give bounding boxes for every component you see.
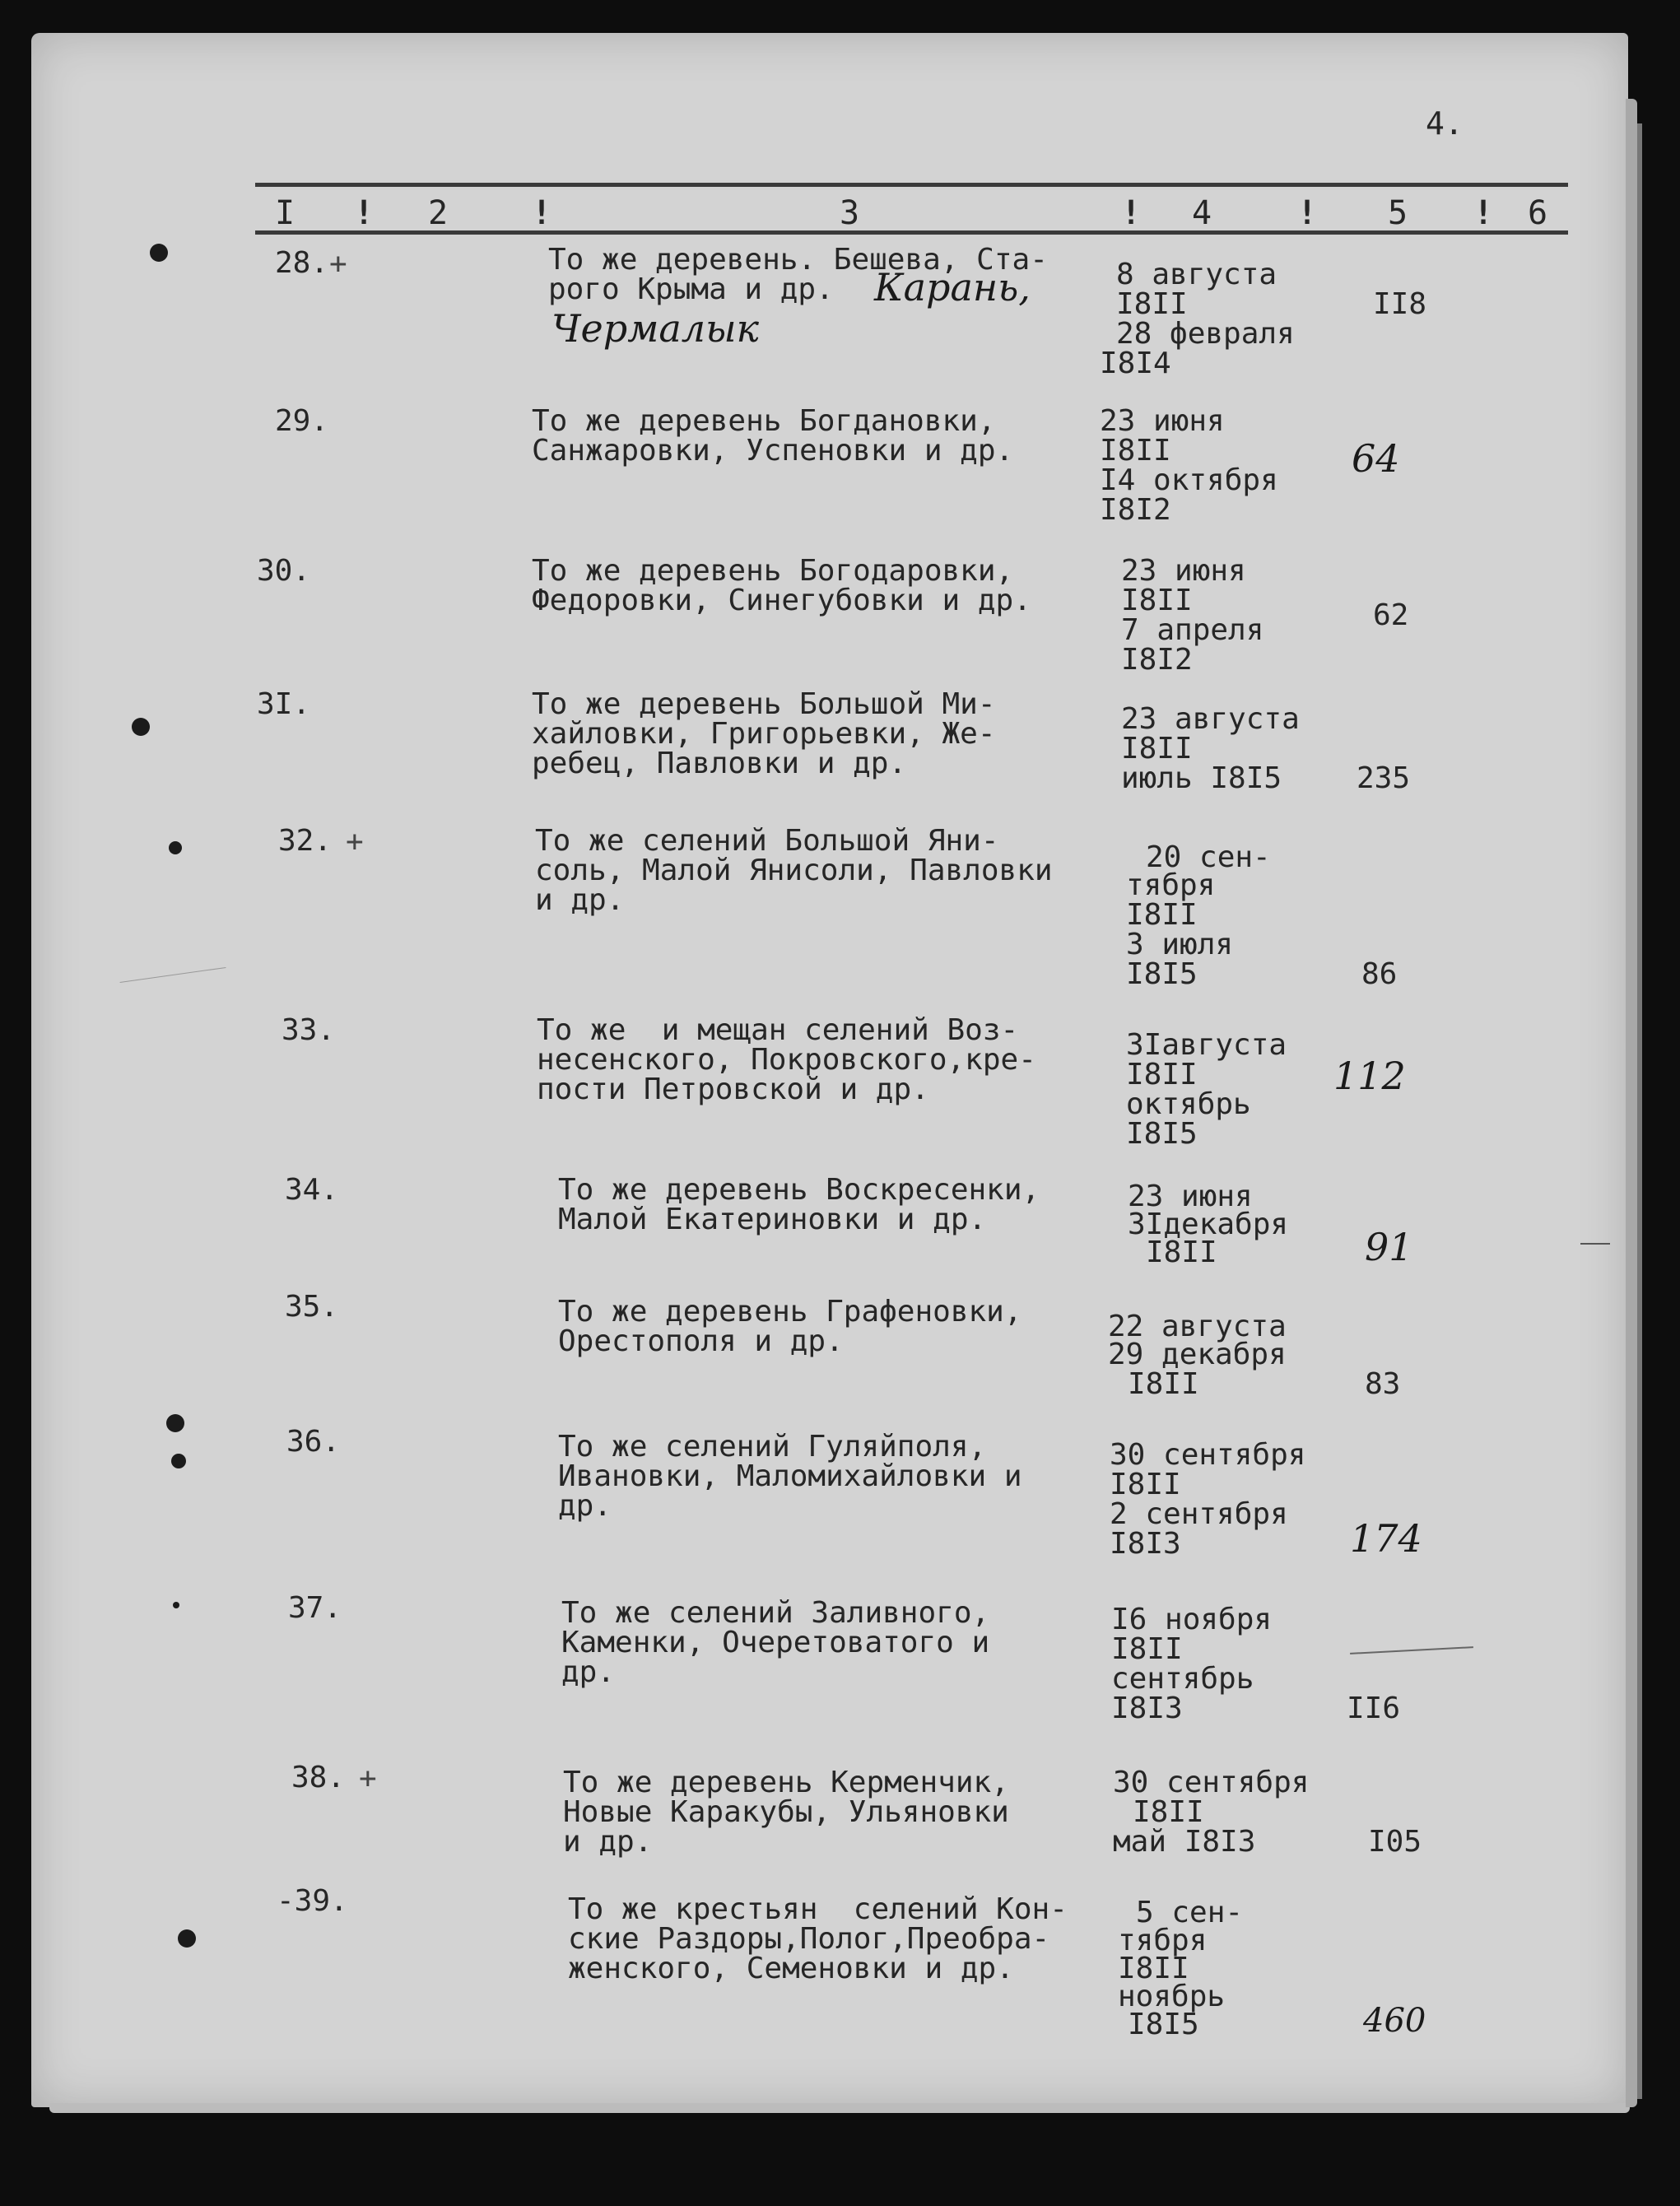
row-number: 3I. xyxy=(257,687,311,721)
row-date: 8 августа xyxy=(1116,258,1277,291)
row-description: То же крестьян селений Кон- xyxy=(568,1892,1068,1926)
row-description: пости Петровской и др. xyxy=(537,1073,929,1106)
row-date: I8I5 xyxy=(1126,1117,1198,1151)
row-description: Каменки, Очеретоватого и xyxy=(561,1626,990,1659)
row-date: тября xyxy=(1126,868,1216,902)
row-date: I8II xyxy=(1110,1468,1181,1501)
row-description: ские Раздоры,Полог,Преобра- xyxy=(568,1922,1050,1956)
row-number: 36. xyxy=(286,1425,341,1459)
row-description: То же деревень Графеновки, xyxy=(558,1295,1022,1329)
row-date: 23 июня xyxy=(1121,554,1246,588)
paper-edge-bottom xyxy=(49,2103,1630,2113)
row-description: несенского, Покровского,кре- xyxy=(537,1043,1036,1077)
row-number: 28. xyxy=(275,246,329,280)
row-description: То же деревень Богдановки, xyxy=(532,404,996,438)
row-count-handwritten: 112 xyxy=(1333,1054,1406,1098)
row-description: То же деревень Большой Ми- xyxy=(532,687,996,721)
row-date: сентябрь xyxy=(1111,1662,1254,1696)
row-date: I8II xyxy=(1128,1367,1199,1401)
row-date: тября xyxy=(1118,1924,1208,1957)
row-number: 33. xyxy=(282,1013,336,1047)
row-date: I8II xyxy=(1121,584,1193,617)
row-number: 34. xyxy=(285,1173,339,1207)
column-header-6: 6 xyxy=(1528,194,1548,232)
binding-hole xyxy=(132,718,150,736)
row-description: То же деревень Керменчик, xyxy=(563,1766,1009,1799)
row-date: I8I4 xyxy=(1100,347,1171,380)
row-date: ноябрь xyxy=(1118,1980,1226,2013)
row-date: 3Iавгуста xyxy=(1126,1028,1287,1062)
column-header-2: 2 xyxy=(428,194,449,232)
row-date: I4 октября xyxy=(1100,463,1278,497)
row-date: I8II xyxy=(1126,1058,1198,1091)
row-description: То же и мещан селений Воз- xyxy=(537,1013,1019,1047)
row-date: июль I8I5 xyxy=(1121,761,1282,795)
row-date: I8I5 xyxy=(1126,957,1198,991)
row-count: 86 xyxy=(1361,957,1398,991)
row-description: Ивановки, Маломихайловки и xyxy=(558,1459,1022,1493)
binding-hole xyxy=(171,1454,186,1468)
header-rule-bottom xyxy=(255,230,1568,235)
row-count: 235 xyxy=(1357,761,1411,795)
handwritten-note: Чермалык xyxy=(551,306,760,351)
row-number: -39. xyxy=(277,1884,348,1918)
row-date: 22 августа xyxy=(1108,1310,1287,1343)
row-description: др. xyxy=(561,1655,616,1689)
row-count-handwritten: 64 xyxy=(1352,436,1400,481)
row-description: Новые Каракубы, Ульяновки xyxy=(563,1795,1009,1829)
row-date: I8I5 xyxy=(1128,2008,1199,2041)
row-description: То же селений Гуляйполя, xyxy=(558,1430,987,1464)
column-separator: ! xyxy=(1297,194,1318,232)
row-date: I8I3 xyxy=(1111,1692,1183,1725)
binding-hole xyxy=(166,1414,184,1432)
row-description: и др. xyxy=(535,883,625,917)
column-header-4: 4 xyxy=(1192,194,1212,232)
row-description: Малой Екатериновки и др. xyxy=(558,1203,987,1236)
header-rule-top xyxy=(255,183,1568,187)
row-number: 37. xyxy=(288,1591,342,1625)
row-description: Федоровки, Синегубовки и др. xyxy=(532,584,1031,617)
row-description: То же селений Большой Яни- xyxy=(535,824,999,858)
row-date: 5 сен- xyxy=(1136,1896,1244,1929)
row-description: Санжаровки, Успеновки и др. xyxy=(532,434,1014,468)
row-description: др. xyxy=(558,1489,612,1523)
page-number: 4. xyxy=(1426,105,1464,142)
row-description: женского, Семеновки и др. xyxy=(568,1952,1014,1985)
row-description: соль, Малой Янисоли, Павловки xyxy=(535,854,1053,887)
row-date: 23 июня xyxy=(1100,404,1225,438)
row-date: I8I2 xyxy=(1100,493,1171,527)
row-number: 35. xyxy=(285,1290,339,1324)
column-separator: ! xyxy=(1473,194,1494,232)
row-count: II6 xyxy=(1347,1692,1401,1725)
column-separator: ! xyxy=(532,194,552,232)
row-date: I8I3 xyxy=(1110,1527,1181,1561)
row-description: Орестополя и др. xyxy=(558,1324,844,1358)
column-header-3: 3 xyxy=(840,194,860,232)
pencil-plus-mark: + xyxy=(346,825,364,859)
column-separator: ! xyxy=(1121,194,1142,232)
handwritten-note: Карань, xyxy=(874,265,1031,309)
row-date: I6 ноября xyxy=(1111,1603,1273,1636)
row-date: I8I2 xyxy=(1121,643,1193,677)
row-date: 7 апреля xyxy=(1121,613,1264,647)
row-date: 28 февраля xyxy=(1116,317,1295,351)
binding-hole xyxy=(150,244,168,262)
paper-edge-shadow xyxy=(1637,123,1642,2099)
row-description: хайловки, Григорьевки, Же- xyxy=(532,717,996,751)
row-date: I8II xyxy=(1111,1632,1183,1666)
row-date: 23 августа xyxy=(1121,702,1300,736)
row-description: То же деревень. Бешева, Ста- xyxy=(548,243,1048,277)
row-date: 20 сен- xyxy=(1146,840,1271,874)
row-count: 83 xyxy=(1365,1367,1401,1401)
row-count: 62 xyxy=(1373,598,1409,632)
row-count-handwritten: 174 xyxy=(1350,1516,1422,1561)
row-count-handwritten: 460 xyxy=(1363,2002,1426,2040)
row-date: 30 сентября xyxy=(1110,1438,1306,1472)
row-date: 2 сентября xyxy=(1110,1497,1288,1531)
binding-hole xyxy=(173,1602,179,1608)
stray-pencil-line xyxy=(1580,1243,1610,1245)
row-date: I8II xyxy=(1133,1795,1204,1829)
row-description: То же селений Заливного, xyxy=(561,1596,990,1630)
row-number: 38. xyxy=(291,1761,346,1794)
row-description: и др. xyxy=(563,1825,653,1859)
binding-hole xyxy=(178,1929,196,1948)
column-header-1: I xyxy=(275,194,296,232)
row-count: I05 xyxy=(1368,1825,1422,1859)
row-description: То же деревень Воскресенки, xyxy=(558,1173,1040,1207)
row-date: I8II xyxy=(1116,287,1188,321)
row-date: 29 декабря xyxy=(1108,1338,1287,1371)
row-count-handwritten: 91 xyxy=(1365,1225,1413,1269)
row-count: II8 xyxy=(1373,287,1427,321)
row-date: I8II xyxy=(1126,898,1198,932)
pencil-plus-mark: + xyxy=(359,1762,377,1795)
binding-hole xyxy=(169,841,182,854)
row-number: 32. xyxy=(278,824,333,858)
row-date: май I8I3 xyxy=(1113,1825,1256,1859)
row-date: 3 июля xyxy=(1126,928,1234,961)
row-description: ребец, Павловки и др. xyxy=(532,747,907,780)
row-date: I8II xyxy=(1118,1952,1189,1985)
row-description: То же деревень Богодаровки, xyxy=(532,554,1014,588)
row-date: 3Iдекабря xyxy=(1128,1208,1289,1241)
column-separator: ! xyxy=(354,194,375,232)
row-number: 30. xyxy=(257,554,311,588)
column-header-5: 5 xyxy=(1388,194,1408,232)
paper-edge-right xyxy=(1626,99,1637,2107)
row-number: 29. xyxy=(275,404,329,438)
row-date: I8II xyxy=(1100,434,1171,468)
row-date: октябрь xyxy=(1126,1087,1251,1121)
pencil-plus-mark: + xyxy=(329,247,347,281)
row-description: рого Крыма и др. xyxy=(548,272,834,306)
row-date: I8II xyxy=(1146,1236,1217,1269)
row-date: 30 сентября xyxy=(1113,1766,1310,1799)
row-date: I8II xyxy=(1121,732,1193,766)
row-date: 23 июня xyxy=(1128,1180,1253,1213)
